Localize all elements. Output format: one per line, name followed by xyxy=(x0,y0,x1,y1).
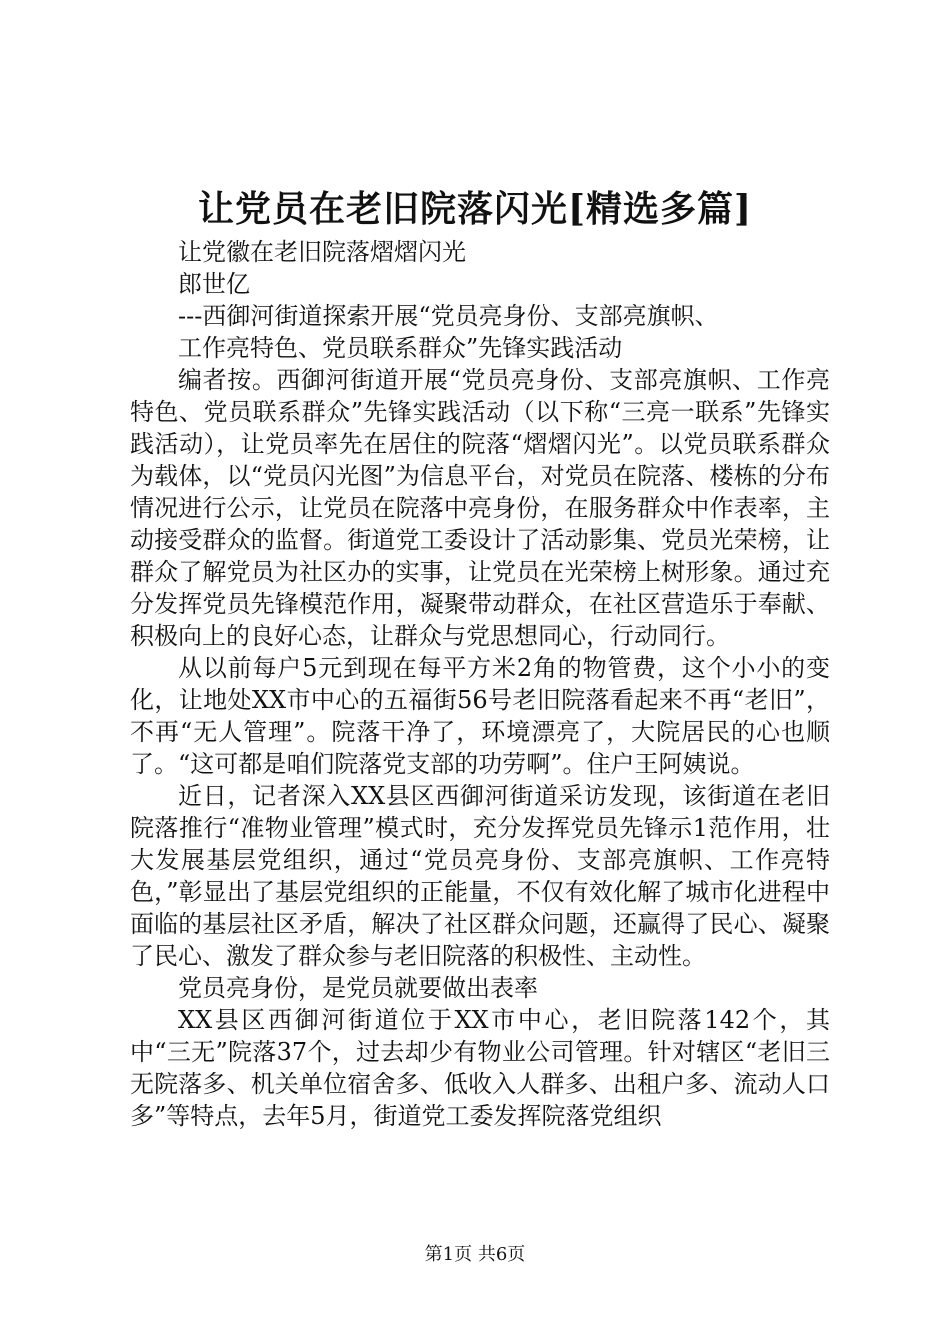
body-paragraph: 从以前每户5元到现在每平方米2角的物管费，这个小小的变化，让地处XX市中心的五福街56号老旧院落看起来不再“老旧”，不再“无人管理”。院落干净了，环境漂亮了，大院居民的心也顺了。“这可都是咱们院落党支部的功劳啊”。住户王阿姨说。 xyxy=(130,654,830,778)
editor-note-paragraph: 编者按。西御河街道开展“党员亮身份、支部亮旗帜、工作亮特色、党员联系群众”先锋实践活动（以下称“三亮一联系”先锋实践活动），让党员率先在居住的院落“熠熠闪光”。以党员联系群众为载体，以“党员闪光图”为信息平台，对党员在院落、楼栋的分布情况进行公示，让党员在院落中亮身份，在服务群众中作表率，主动接受群众的监督。街道党工委设计了活动影集、党员光荣榜，让群众了解党员为社区办的实事，让党员在光荣榜上树形象。通过充分发挥党员先锋模范作用，凝聚带动群众，在社区营造乐于奉献、积极向上的良好心态，让群众与党思想同心，行动同行。 xyxy=(130,366,830,650)
section-heading: 党员亮身份，是党员就要做出表率 xyxy=(178,974,538,1002)
body-paragraph: XX县区西御河街道位于XX市中心，老旧院落142个，其中“三无”院落37个，过去却少有物业公司管理。针对辖区“老旧三无院落多、机关单位宿舍多、低收入人群多、出租户多、流动人口多”等特点，去年5月，街道党工委发挥院落党组织 xyxy=(130,1006,830,1130)
document-title: 让党员在老旧院落闪光[精选多篇] xyxy=(197,188,753,230)
subheading-line-1: ---西御河街道探索开展“党员亮身份、支部亮旗帜、 xyxy=(178,302,719,330)
page-footer: 第1页 共6页 xyxy=(424,1244,526,1265)
body-paragraph: 近日，记者深入XX县区西御河街道采访发现，该街道在老旧院落推行“准物业管理”模式时，充分发挥党员先锋示1范作用，壮大发展基层党组织，通过“党员亮身份、支部亮旗帜、工作亮特色，”彰显出了基层党组织的正能量，不仅有效化解了城市化进程中面临的基层社区矛盾，解决了社区群众问题，还赢得了民心、凝聚了民心、激发了群众参与老旧院落的积极性、主动性。 xyxy=(130,782,830,970)
subtitle-paragraph: 让党徽在老旧院落熠熠闪光 xyxy=(178,238,466,266)
document-body xyxy=(130,236,830,1132)
author-paragraph: 郎世亿 xyxy=(178,270,250,298)
subheading-line-2: 工作亮特色、党员联系群众”先锋实践活动 xyxy=(178,334,623,362)
